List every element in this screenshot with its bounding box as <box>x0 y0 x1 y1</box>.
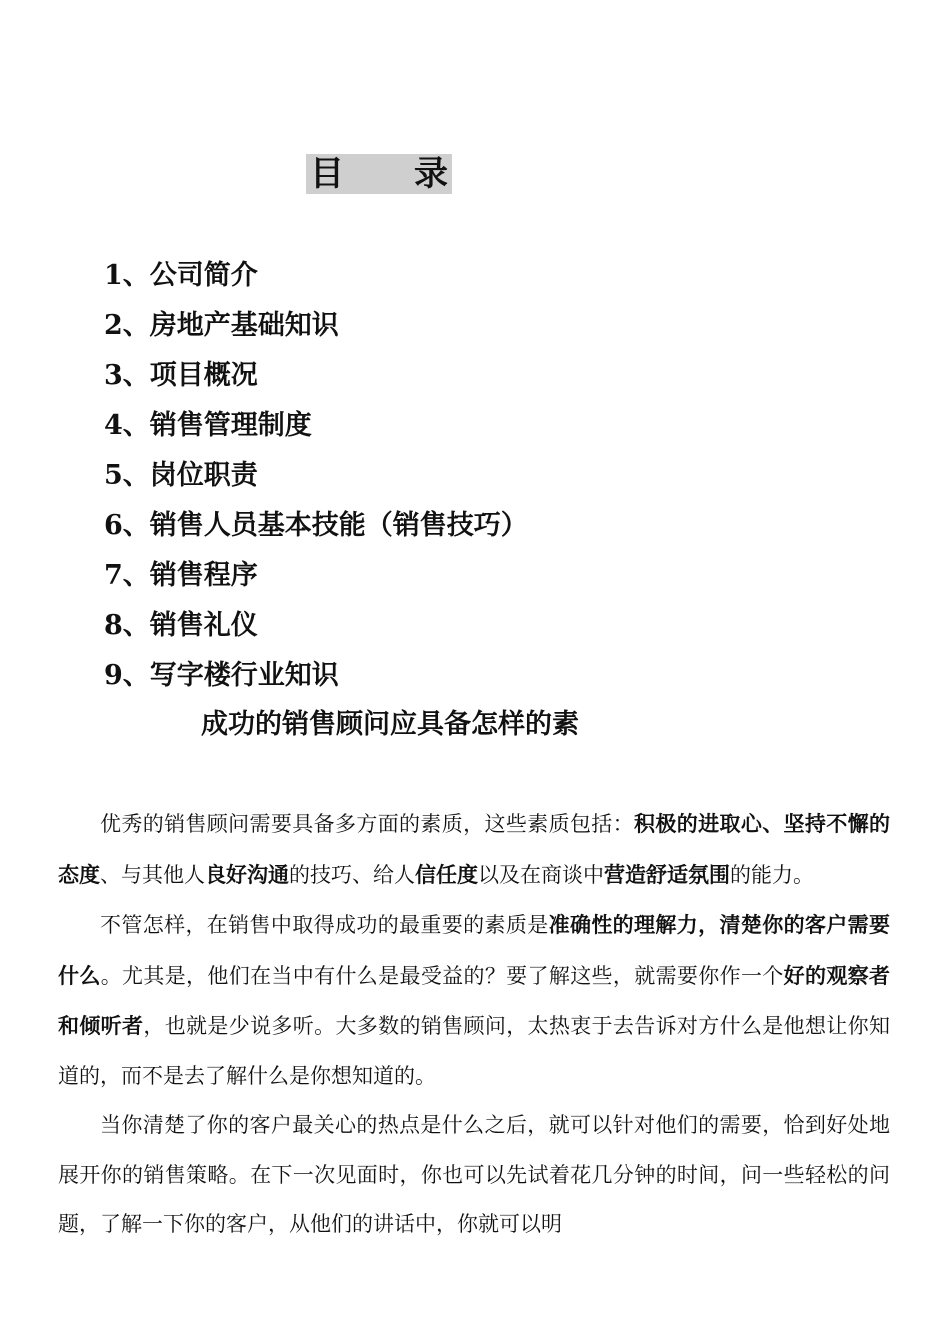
toc-item-7: 7、销售程序 <box>104 560 258 591</box>
toc-item-6: 6、销售人员基本技能（销售技巧） <box>104 510 528 541</box>
toc-item-4: 4、销售管理制度 <box>104 410 312 441</box>
p2-text-d: ，也就是少说多听。大多数的销售顾问，太热衷于去告诉对方什么是他想让你知道的，而不是去了解什么是你想知道的。 <box>58 1014 891 1088</box>
toc-title-right: 录 <box>414 154 448 194</box>
p2-text-c: 。尤其是，他们在当中有什么是最受益的？要了解这些，就需要你作一个 <box>100 963 784 988</box>
p2-text-a: 不管怎样，在销售中取得成功的最重要的素质是 <box>100 913 549 937</box>
p1-text-c: 、与其他人 <box>100 862 205 887</box>
paragraph-1 <box>58 799 890 900</box>
p2-bold-1: 准确性的理解力，清楚你的客户需要什么 <box>58 912 891 988</box>
toc-item-5: 5、岗位职责 <box>104 460 258 491</box>
p1-bold-2: 良好沟通 <box>205 861 289 887</box>
toc-item-2: 2、房地产基础知识 <box>104 310 339 341</box>
toc-title-left: 目 <box>310 154 344 194</box>
paragraph-3 <box>58 1101 890 1250</box>
toc-item-8: 8、销售礼仪 <box>104 610 258 641</box>
p1-text-d: 的技巧、给人 <box>289 862 415 887</box>
p2-bold-2: 好的观察者和倾听者 <box>58 962 891 1038</box>
p1-bold-3: 信任度 <box>415 861 478 887</box>
paragraph-2 <box>58 900 890 1101</box>
toc-item-1: 1、公司简介 <box>104 260 258 291</box>
p1-bold-4: 营造舒适氛围 <box>604 861 730 887</box>
toc-title <box>306 154 452 194</box>
toc-item-3: 3、项目概况 <box>104 360 258 391</box>
body-text <box>58 799 890 1250</box>
section-title: 成功的销售顾问应具备怎样的素 <box>201 709 579 740</box>
p1-text-a: 优秀的销售顾问需要具备多方面的素质，这些素质包括： <box>100 812 635 836</box>
p1-text-f: 的能力。 <box>730 862 814 887</box>
toc-item-9: 9、写字楼行业知识 <box>104 660 339 691</box>
p1-text-e: 以及在商谈中 <box>478 862 604 887</box>
toc-list <box>104 251 528 701</box>
p3-text-a: 当你清楚了你的客户最关心的热点是什么之后，就可以针对他们的需要，恰到好处地展开你的销售策略。在下一次见面时，你也可以先试着花几分钟的时间，问一些轻松的问题，了解一下你的客户，从他们的讲话中，你就可以明 <box>58 1113 890 1236</box>
p1-bold-1: 积极的进取心、坚持不懈的态度 <box>58 811 891 887</box>
